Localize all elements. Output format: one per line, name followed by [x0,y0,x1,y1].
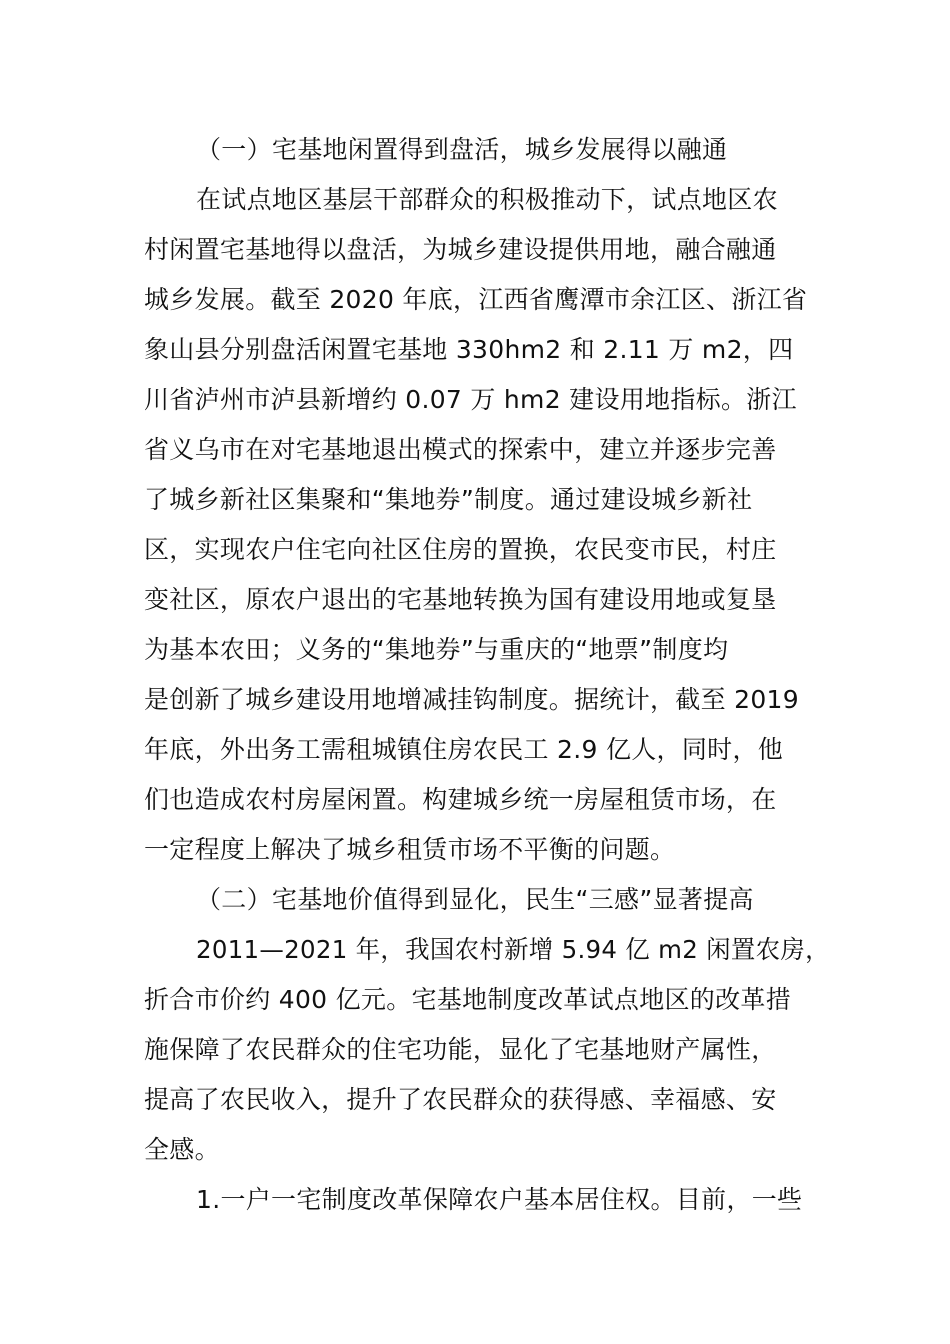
paragraph-line: 是创新了城乡建设用地增减挂钩制度。据统计，截至 2019 [144,685,799,714]
section-heading-1: （一）宅基地闲置得到盘活，城乡发展得以融通 [196,135,728,164]
paragraph-line: 省义乌市在对宅基地退出模式的探索中，建立并逐步完善 [144,435,777,464]
paragraph-line: 2011—2021 年，我国农村新增 5.94 亿 m2 闲置农房， [196,935,830,964]
paragraph-line: 城乡发展。截至 2020 年底，江西省鹰潭市余江区、浙江省 [144,285,808,314]
paragraph-line: 区，实现农户住宅向社区住房的置换，农民变市民，村庄 [144,535,777,564]
paragraph-line: 为基本农田；义务的“集地券”与重庆的“地票”制度均 [144,635,729,664]
section-heading-2: （二）宅基地价值得到显化，民生“三感”显著提高 [196,885,754,914]
paragraph-line: 施保障了农民群众的住宅功能，显化了宅基地财产属性， [144,1035,777,1064]
paragraph-line: 村闲置宅基地得以盘活，为城乡建设提供用地，融合融通 [144,235,777,264]
paragraph-line: 川省泸州市泸县新增约 0.07 万 hm2 建设用地指标。浙江 [144,385,797,414]
paragraph-line: 象山县分别盘活闲置宅基地 330hm2 和 2.11 万 m2，四 [144,335,794,364]
paragraph-line: 们也造成农村房屋闲置。构建城乡统一房屋租赁市场，在 [144,785,777,814]
paragraph-line: 一定程度上解决了城乡租赁市场不平衡的问题。 [144,835,676,864]
paragraph-line: 年底，外出务工需租城镇住房农民工 2.9 亿人，同时，他 [144,735,784,764]
paragraph-line: 了城乡新社区集聚和“集地券”制度。通过建设城乡新社 [144,485,753,514]
paragraph-line: 变社区，原农户退出的宅基地转换为国有建设用地或复垦 [144,585,777,614]
paragraph-line: 在试点地区基层干部群众的积极推动下，试点地区农 [196,185,778,214]
paragraph-line: 全感。 [144,1135,220,1164]
paragraph-line: 提高了农民收入，提升了农民群众的获得感、幸福感、安 [144,1085,777,1114]
paragraph-line: 折合市价约 400 亿元。宅基地制度改革试点地区的改革措 [144,985,792,1014]
subsection-heading: 1.一户一宅制度改革保障农户基本居住权。目前，一些 [196,1185,803,1214]
